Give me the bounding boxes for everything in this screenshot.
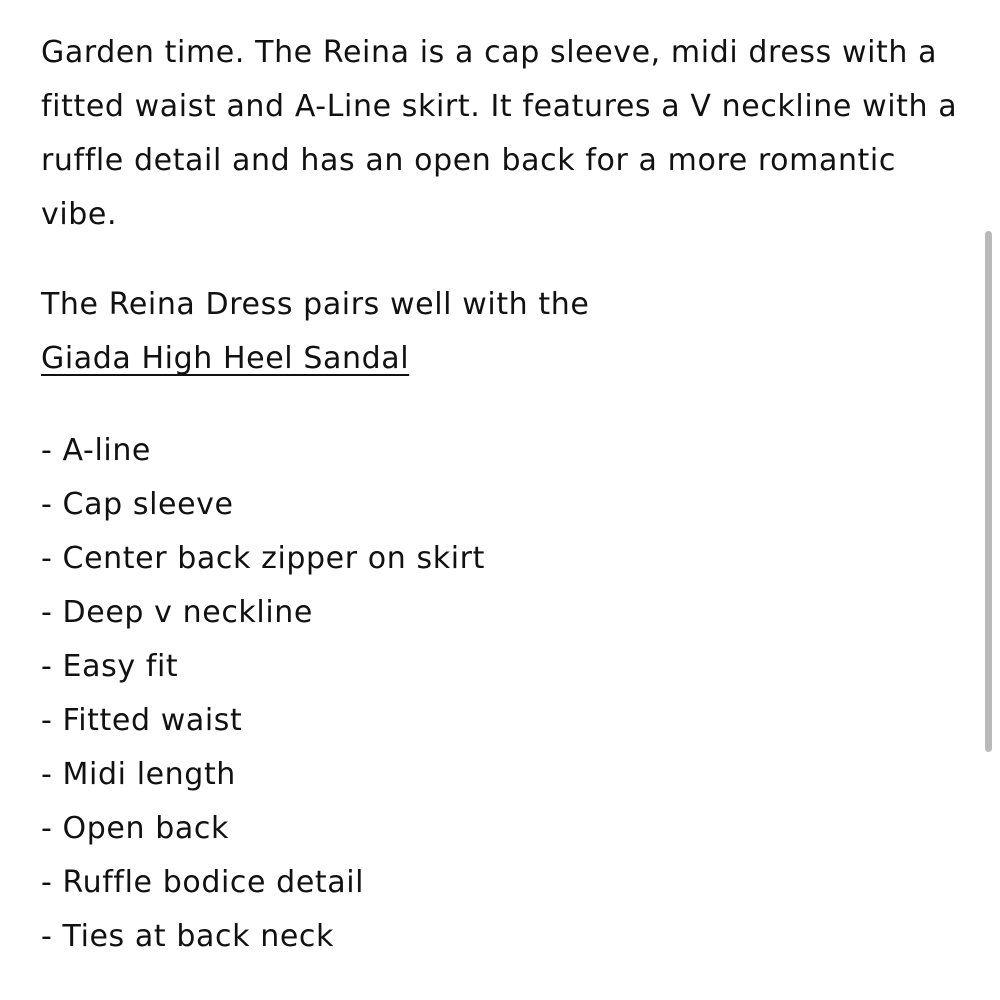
- feature-item: - Midi length: [41, 757, 236, 792]
- giada-sandal-link[interactable]: Giada High Heel Sandal: [41, 341, 410, 376]
- feature-item: - Open back: [41, 811, 229, 846]
- feature-item: - Center back zipper on skirt: [41, 541, 485, 576]
- pairing-text: The Reina Dress pairs well with the: [41, 287, 590, 322]
- product-description: Garden time. The Reina is a cap sleeve, midi dress with a fitted waist and A-Line skirt. It features a V neckline with a ruffle detail and has an open back for a more romantic vibe.: [41, 35, 958, 232]
- vertical-scrollbar[interactable]: [985, 231, 992, 752]
- feature-item: - Ruffle bodice detail: [41, 865, 365, 900]
- feature-item: - Ties at back neck: [41, 919, 334, 954]
- feature-item: - A-line: [41, 433, 151, 468]
- feature-item: - Deep v neckline: [41, 595, 313, 630]
- feature-item: - Fitted waist: [41, 703, 243, 738]
- pairing-section: [41, 278, 971, 386]
- product-details: [41, 26, 971, 964]
- feature-list: [41, 424, 971, 964]
- feature-item: - Easy fit: [41, 649, 179, 684]
- feature-item: - Cap sleeve: [41, 487, 234, 522]
